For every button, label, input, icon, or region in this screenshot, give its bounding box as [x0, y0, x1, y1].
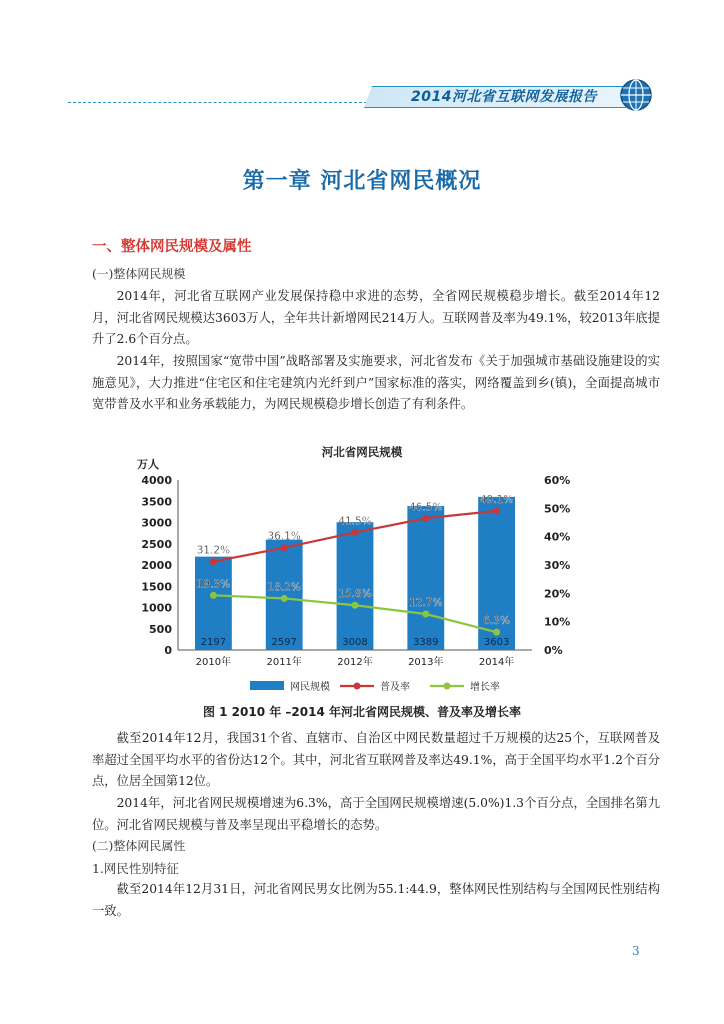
growth-point [281, 595, 288, 602]
legend-label: 增长率 [470, 682, 500, 693]
growth-data-label: 19.3% [196, 578, 231, 591]
chart-title: 河北省网民规模 [321, 445, 403, 459]
growth-data-label: 18.2% [267, 581, 301, 594]
figure-caption: 图 1 2010 年 –2014 年河北省网民规模、普及率及增长率 [202, 705, 522, 719]
penetration-point [493, 507, 500, 514]
legend-swatch-marker [444, 683, 451, 690]
penetration-point [281, 544, 288, 551]
penetration-data-label: 36.1% [267, 530, 301, 543]
y-tick-label-left: 500 [149, 622, 172, 636]
x-tick-label: 2013年 [408, 657, 444, 668]
y-tick-label-right: 10% [544, 615, 571, 629]
y-tick-label-right: 20% [544, 587, 571, 601]
subsection-heading: 1.网民性别特征 [92, 861, 179, 876]
y-tick-label-left: 3500 [141, 495, 172, 509]
legend-swatch-bars [250, 681, 284, 690]
y-tick-label-right: 30% [544, 559, 571, 572]
paragraph: 2014年，河北省网民规模增速为6.3%，高于全国网民规模增速(5.0%)1.3个百分点，全国排名第九位。河北省网民规模与普及率呈现出平稳增长的态势。 [92, 796, 660, 832]
penetration-data-label: 49.1% [479, 493, 514, 506]
growth-data-label: 6.3% [483, 615, 510, 628]
bar-value-label: 2197 [200, 637, 227, 648]
growth-point [422, 611, 429, 618]
bar-value-label: 3603 [483, 637, 510, 648]
y-tick-label-right: 50% [544, 502, 571, 516]
growth-point [493, 629, 500, 636]
y-tick-label-left: 4000 [141, 474, 172, 487]
y-tick-label-left: 1500 [141, 580, 172, 594]
legend-label: 网民规模 [290, 682, 330, 693]
y-tick-label-left: 2000 [141, 559, 172, 572]
bar-value-label: 2597 [271, 637, 297, 648]
page-number: 3 [632, 944, 640, 958]
growth-data-label: 12.7% [409, 597, 443, 610]
paragraph: 2014年，河北省互联网产业发展保持稳中求进的态势，全省网民规模稳步增长。截至2014年12月，河北省网民规模达3603万人，全年共计新增网民214万人。互联网普及率为49.1%，较2013年底提升了2.6个百分点。 [92, 289, 660, 346]
paragraph: 截至2014年12月31日，河北省网民男女比例为55.1:44.9，整体网民性别结构与全国网民性别结构一致。 [92, 882, 660, 918]
paragraph: 2014年，按照国家“宽带中国”战略部署及实施要求，河北省发布《关于加强城市基础设施建设的实施意见》，大力推进“住宅区和住宅建筑内光纤到户”国家标准的落实，网络覆盖到乡(镇)，全面提高城市宽带普及水平和业务承载能力，为网民规模稳步增长创造了有利条件。 [92, 354, 660, 411]
y-tick-label-left: 1000 [141, 601, 172, 615]
x-tick-label: 2012年 [337, 657, 373, 668]
bar [266, 540, 303, 650]
globe-icon [618, 77, 654, 113]
bar [195, 557, 232, 650]
penetration-data-label: 31.2% [196, 544, 231, 557]
bar-value-label: 3008 [342, 637, 368, 648]
chapter-title: 第一章 河北省网民概况 [242, 168, 482, 194]
growth-point [210, 592, 217, 599]
y-tick-label-right: 40% [544, 530, 571, 544]
penetration-data-label: 41.5% [338, 515, 372, 528]
growth-point [352, 602, 359, 609]
bar [407, 506, 444, 650]
y-tick-label-right: 0% [544, 644, 563, 657]
y-tick-label-left: 0 [164, 644, 172, 657]
legend-swatch-marker [354, 683, 361, 690]
penetration-point [210, 558, 217, 565]
x-tick-label: 2010年 [195, 657, 232, 668]
growth-data-label: 15.8% [338, 588, 372, 601]
bar [337, 522, 374, 650]
y-tick-label-right: 60% [544, 474, 571, 487]
y-tick-label-left: 3000 [141, 516, 172, 530]
x-tick-label: 2011年 [266, 657, 302, 668]
y-axis-unit-label: 万人 [137, 458, 159, 471]
chart [130, 450, 590, 700]
x-tick-label: 2014年 [478, 657, 515, 668]
penetration-data-label: 46.5% [409, 501, 443, 514]
penetration-point [422, 515, 429, 522]
y-tick-label-left: 2500 [141, 537, 172, 551]
subsection-heading: (二)整体网民属性 [92, 839, 186, 853]
paragraph: 截至2014年12月，我国31个省、直辖市、自治区中网民数量超过千万规模的达25个，互联网普及率超过全国平均水平的省份达12个。其中，河北省互联网普及率达49.1%，高于全国平均水平1.2个百分点，位居全国第12位。 [92, 731, 660, 788]
bar-value-label: 3389 [413, 637, 439, 648]
header-title: 2014河北省互联网发展报告 [411, 89, 597, 105]
subsection-heading: (一)整体网民规模 [92, 267, 186, 281]
penetration-point [352, 529, 359, 536]
legend-label: 普及率 [380, 682, 410, 693]
section-heading: 一、整体网民规模及属性 [92, 239, 252, 255]
